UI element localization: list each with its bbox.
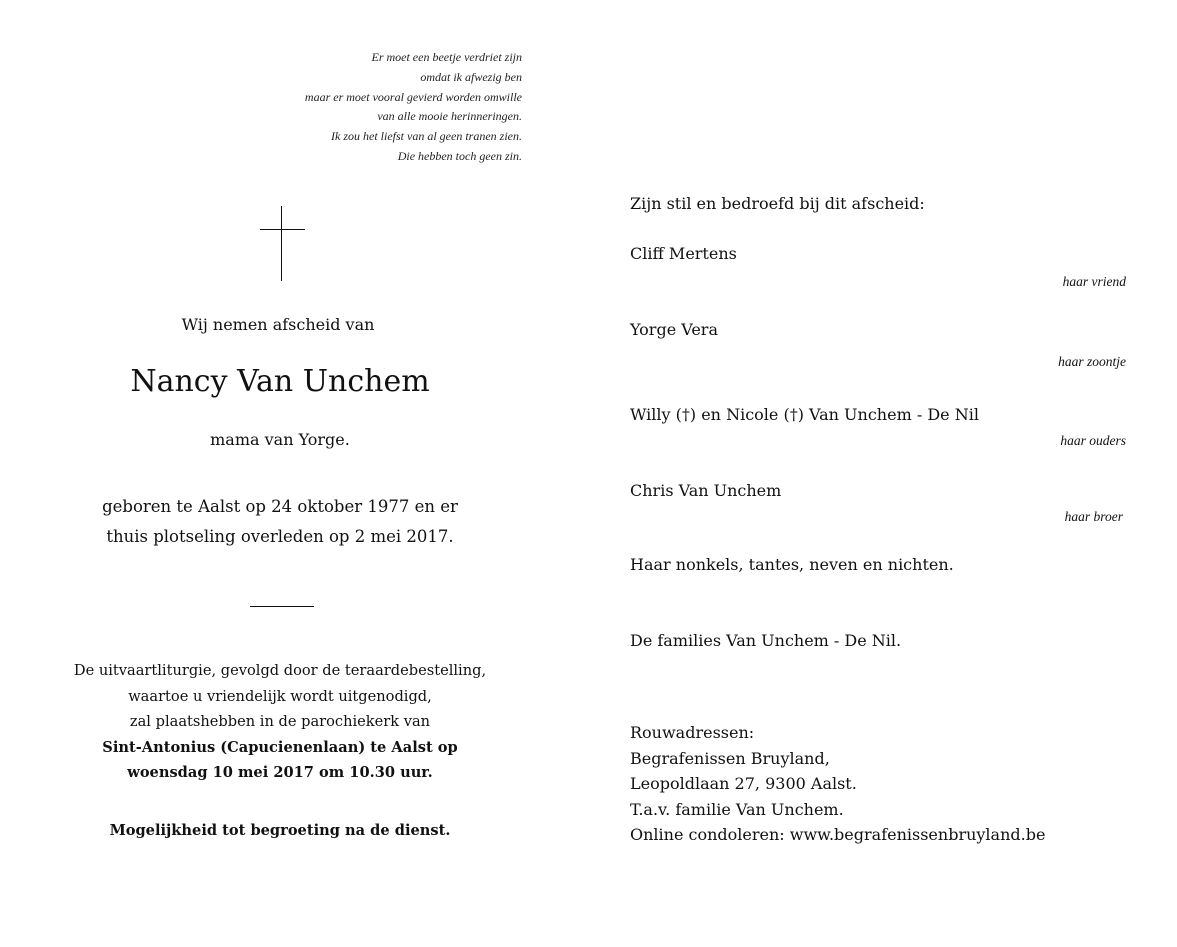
poem-line: van alle mooie herinneringen. <box>377 109 522 124</box>
address-line: Begrafenissen Bruyland, <box>630 748 830 768</box>
mourner-relation: haar ouders <box>1060 433 1126 448</box>
mourners-heading: Zijn stil en bedroefd bij dit afscheid: <box>630 194 925 213</box>
poem-line: Er moet een beetje verdriet zijn <box>371 50 522 64</box>
subtitle: mama van Yorge. <box>210 430 350 449</box>
condolence-link: Online condoleren: www.begrafenissenbruyland.be <box>630 825 1046 844</box>
birth-death-text <box>60 492 500 552</box>
cross-icon-bar <box>260 229 305 230</box>
relatives-text: Haar nonkels, tantes, neven en nichten. <box>630 555 954 574</box>
families-text: De families Van Unchem - De Nil. <box>630 631 902 650</box>
poem-line: Die hebben toch geen zin. <box>397 148 522 163</box>
service-info <box>60 658 500 786</box>
mourner-name: Cliff Mertens <box>630 244 737 263</box>
poem <box>230 48 522 167</box>
poem-line: maar er moet vooral gevierd worden omwille <box>304 89 522 104</box>
service-location: Sint-Antonius (Capucienenlaan) te Aalst op <box>102 738 458 756</box>
mourning-addresses <box>630 720 1045 848</box>
mourner-relation: haar broer <box>1064 509 1123 524</box>
service-line: waartoe u vriendelijk wordt uitgenodigd, <box>128 687 432 705</box>
address-line: Leopoldlaan 27, 9300 Aalst. <box>630 774 857 793</box>
born-line: geboren te Aalst op 24 oktober 1977 en er <box>102 497 458 516</box>
divider <box>250 606 314 607</box>
address-heading: Rouwadressen: <box>630 723 755 742</box>
mourner-name: Chris Van Unchem <box>630 481 782 500</box>
address-line: T.a.v. familie Van Unchem. <box>630 799 844 819</box>
deceased-name: Nancy Van Unchem <box>130 364 430 399</box>
mourner-name: Yorge Vera <box>630 320 718 339</box>
mourner-name: Willy (†) en Nicole (†) Van Unchem - De Nil <box>630 405 979 424</box>
born-line: thuis plotseling overleden op 2 mei 2017. <box>106 527 454 546</box>
poem-line: omdat ik afwezig ben <box>420 69 522 84</box>
service-line: De uitvaartliturgie, gevolgd door de teraardebestelling, <box>73 662 487 679</box>
service-date: woensdag 10 mei 2017 om 10.30 uur. <box>127 764 433 782</box>
mourner-relation: haar zoontje <box>1058 354 1126 369</box>
intro-text: Wij nemen afscheid van <box>181 315 375 334</box>
service-line: zal plaatshebben in de parochiekerk van <box>129 713 431 731</box>
reception-note: Mogelijkheid tot begroeting na de dienst. <box>109 822 451 839</box>
mourner-relation: haar vriend <box>1062 274 1126 289</box>
poem-line: Ik zou het liefst van al geen tranen zien. <box>331 129 522 144</box>
cross-icon <box>281 206 282 281</box>
